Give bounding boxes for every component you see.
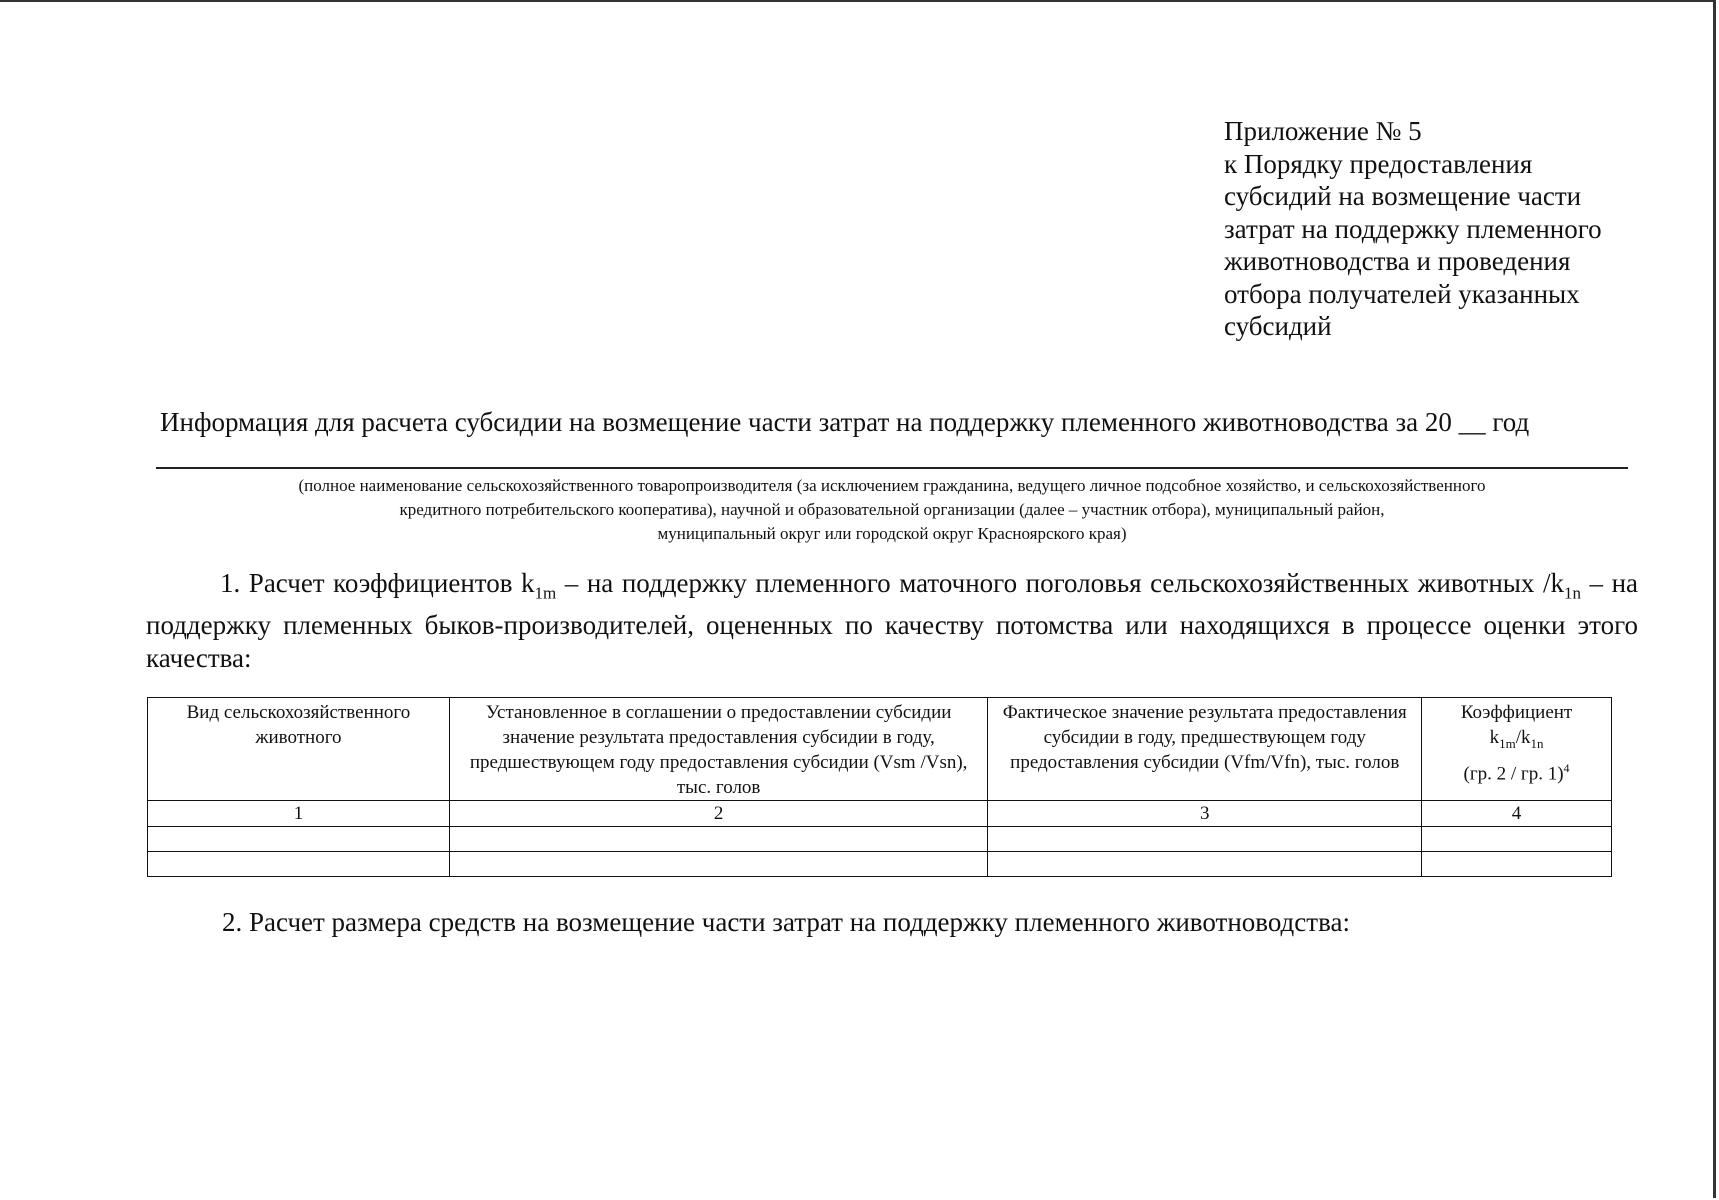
coefficient-formula: $k_{1m}/k_{1n}$ (1489, 727, 1544, 751)
appendix-line: Приложение № 5 (1224, 116, 1422, 146)
table-cell[interactable] (449, 827, 988, 852)
table-cell[interactable] (1422, 852, 1612, 877)
subscript-1m: 1m (534, 583, 557, 603)
appendix-line: отбора получателей указанных (1224, 278, 1580, 309)
table-cell[interactable] (449, 852, 988, 877)
appendix-line: субсидий (1224, 311, 1332, 341)
header-coefficient (1422, 698, 1612, 801)
column-number: 4 (1422, 801, 1612, 827)
table-row (148, 852, 1612, 877)
table-cell[interactable] (148, 852, 450, 877)
section-1-text-a: 1. Расчет коэффициентов k (220, 568, 535, 598)
header-actual-value: Фактическое значение результата предоставления субсидии в году, предшествующем году предоставления субсидии (Vfm/Vfn), тыс. голов (988, 698, 1422, 801)
caption-line: муниципальный округ или городской округ Красноярского края) (657, 524, 1127, 543)
section-1-text-b: – на поддержку племенного маточного поголовья сельскохозяйственных животных /k (556, 568, 1564, 598)
coefficient-ratio: (гр. 2 / гр. 1)$^4$ (1463, 760, 1570, 785)
table-cell[interactable] (988, 852, 1422, 877)
section-1-text-c: – на поддержку племенных быков-производителей, оцененных по качеству потомства или находящихся в процессе оценки этого качества: (146, 568, 1638, 674)
section-2-heading: 2. Расчет размера средств на возмещение части затрат на поддержку племенного животноводства: (222, 907, 1350, 937)
footnote-marker: 4 (1563, 760, 1570, 775)
appendix-line: затрат на поддержку племенного (1224, 213, 1602, 244)
appendix-line: к Порядку предоставления (1224, 148, 1533, 179)
caption-line: (полное наименование сельскохозяйственного товаропроизводителя (за исключением гражданина, ведущего личное подсобное хозяйство, и сельскохозяйственного (298, 476, 1486, 495)
appendix-block (1224, 115, 1684, 343)
coefficient-label: Коэффициент (1460, 702, 1573, 723)
header-planned-value: Установленное в соглашении о предоставлении субсидии значение результата предоставления субсидии в году, предшествующем году предоставления субсидии (Vsm /Vsn), тыс. голов (449, 698, 988, 801)
table-cell[interactable] (148, 827, 450, 852)
appendix-line: животноводства и проведения (1224, 246, 1571, 276)
table-number-row (148, 801, 1612, 827)
table-cell[interactable] (1422, 827, 1612, 852)
column-number: 1 (148, 801, 450, 827)
column-number: 3 (988, 801, 1422, 827)
document-title: Информация для расчета субсидии на возмещение части затрат на поддержку племенного животноводства за 20 __ год (160, 407, 1530, 437)
section-1-paragraph (146, 567, 1638, 675)
table-row (148, 827, 1612, 852)
organization-name-fill-line (156, 467, 1628, 469)
caption-line: кредитного потребительского кооператива), научной и образовательной организации (далее – участник отбора), муниципальный район, (399, 500, 1385, 519)
table-header-row (148, 698, 1612, 801)
fill-line-caption (150, 474, 1634, 546)
table-cell[interactable] (988, 827, 1422, 852)
header-animal-type: Вид сельскохозяйственного животного (148, 698, 450, 801)
coefficient-table (147, 697, 1612, 877)
column-number: 2 (449, 801, 988, 827)
subscript-1n: 1n (1563, 583, 1581, 603)
appendix-line: субсидий на возмещение части (1224, 181, 1582, 211)
